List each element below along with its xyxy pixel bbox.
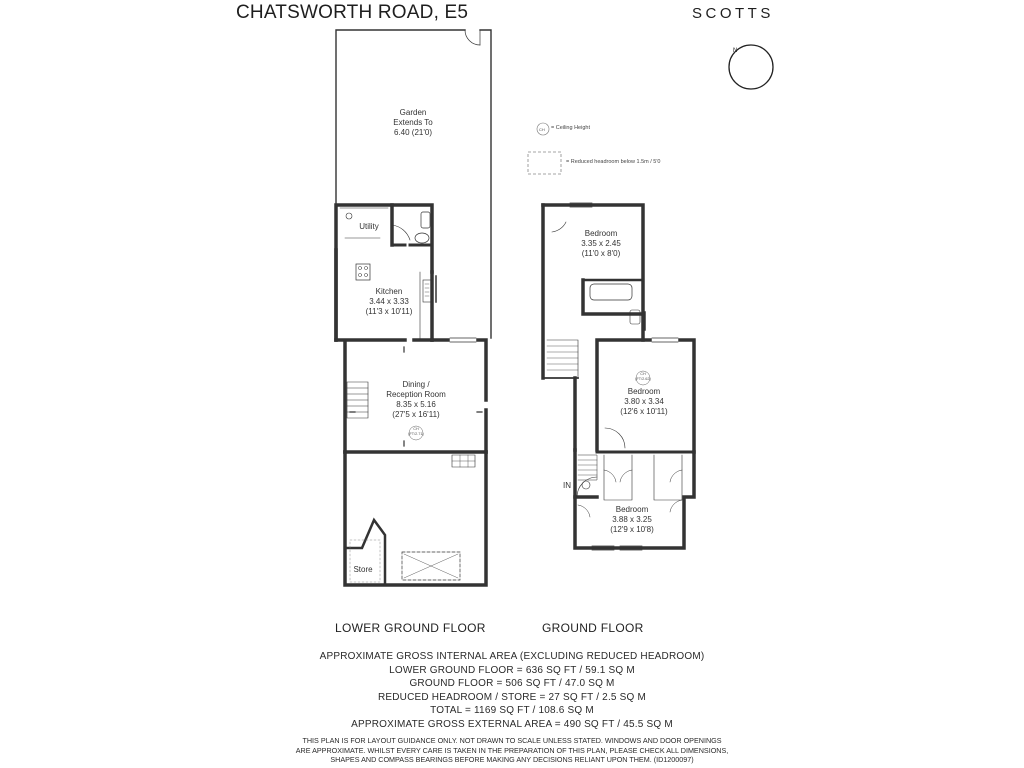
compass-icon <box>729 45 773 89</box>
stairs-landing <box>543 340 578 450</box>
area-line-4: REDUCED HEADROOM / STORE = 27 SQ FT / 2.5 SQ M <box>377 691 647 703</box>
dining-ceiling-label: CH (FT/2.71) <box>408 427 424 436</box>
disclaimer <box>0 736 1024 765</box>
area-line-3: GROUND FLOOR = 506 SQ FT / 47.0 SQ M <box>409 678 615 689</box>
disclaimer-line-1: THIS PLAN IS FOR LAYOUT GUIDANCE ONLY. NOT DRAWN TO SCALE UNLESS STATED. WINDOWS AND DOOR OPENINGS <box>302 736 722 745</box>
bedroom-1-label: Bedroom 3.35 x 2.45 (11'0 x 8'0) <box>581 229 621 258</box>
brand-logo: SCOTTS <box>692 5 774 22</box>
area-line-1: APPROXIMATE GROSS INTERNAL AREA (EXCLUDING REDUCED HEADROOM) <box>319 651 705 662</box>
garden-label: Garden Extends To 6.40 (21'0) <box>393 108 433 137</box>
legend-ceiling-text: = Ceiling Height <box>551 125 590 131</box>
utility-label: Utility <box>359 222 379 231</box>
area-line-2: LOWER GROUND FLOOR = 636 SQ FT / 59.1 SQ M <box>389 664 635 676</box>
area-summary <box>0 650 1024 731</box>
bedroom-3-room <box>575 452 694 550</box>
entrance-label: IN <box>563 481 571 490</box>
dining-label: Dining / Reception Room 8.35 x 5.16 (27'5 x 16'11) <box>386 380 446 419</box>
legend-reduced-text: = Reduced headroom below 1.5m / 5'0 <box>566 159 661 165</box>
area-line-6: APPROXIMATE GROSS EXTERNAL AREA = 490 SQ FT / 45.5 SQ M <box>351 718 673 730</box>
bathroom <box>583 280 645 340</box>
kitchen-label: Kitchen 3.44 x 3.33 (11'3 x 10'11) <box>365 287 413 316</box>
bedroom-2-ceiling-label: CH (FT/2.62) <box>635 372 651 381</box>
entrance-hall <box>575 450 597 497</box>
legend-ceiling-symbol-text: CH <box>539 127 545 132</box>
bedroom-3-label: Bedroom 3.88 x 3.25 (12'9 x 10'8) <box>610 505 654 534</box>
area-line-5: TOTAL = 1169 SQ FT / 108.6 SQ M <box>430 705 594 716</box>
disclaimer-line-2: ARE APPROXIMATE. WHILST EVERY CARE IS TAKEN IN THE PREPARATION OF THIS PLAN, PLEASE CHECK ALL DIMENSIONS, <box>295 745 729 755</box>
garden-area <box>336 30 491 340</box>
disclaimer-line-3: SHAPES AND COMPASS BEARINGS BEFORE MAKING ANY DECISIONS RELIANT UPON THEM. (ID1200097) <box>330 755 694 764</box>
utility-room <box>336 205 432 340</box>
compass-north-label: N <box>733 48 738 54</box>
store-label: Store <box>353 565 373 574</box>
lower-ground-floor-label: LOWER GROUND FLOOR <box>335 621 486 635</box>
legend-ceiling-symbol <box>537 123 549 135</box>
legend-reduced-box <box>528 152 561 174</box>
bedroom-2-label: Bedroom 3.80 x 3.34 (12'6 x 10'11) <box>620 387 668 416</box>
page-title: CHATSWORTH ROAD, E5 <box>236 2 469 23</box>
ground-floor-label: GROUND FLOOR <box>542 621 644 635</box>
